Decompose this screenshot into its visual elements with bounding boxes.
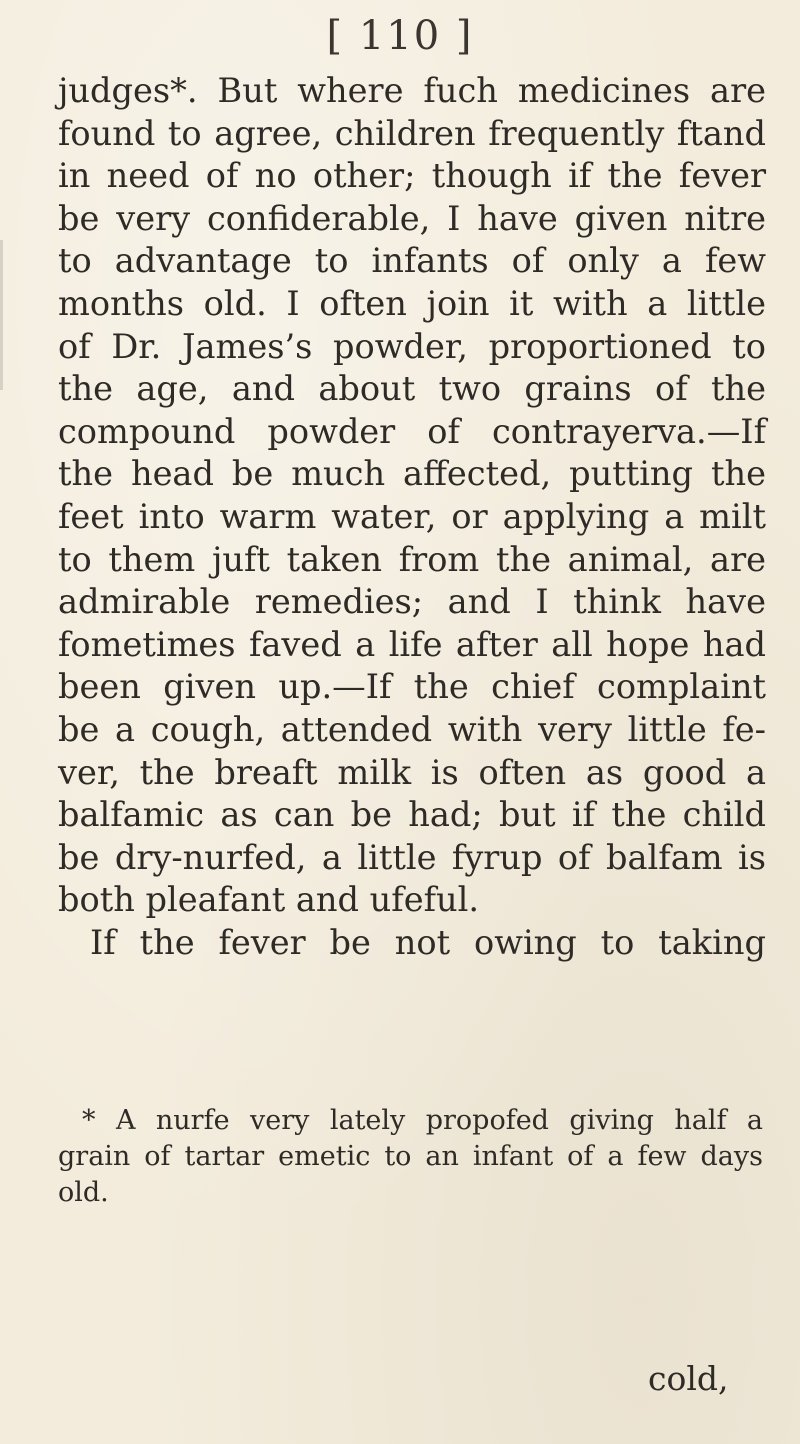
text-line: to advantage to infants of only a few [58, 241, 766, 281]
text-line: compound powder of contrayerva.—If [58, 411, 766, 451]
text-line: in need of no other; though if the fever [58, 156, 766, 196]
text-line: the head be much affected, putting the [58, 454, 766, 494]
footnote-line: * A nurfe very lately propofed giving half a [82, 1105, 763, 1136]
text-line: months old. I often join it with a little [58, 283, 766, 323]
text-line: be a cough, attended with very little fe- [58, 709, 766, 749]
text-line: the age, and about two grains of the [58, 369, 766, 409]
text-line: to them juft taken from the animal, are [58, 539, 766, 579]
text-line: been given up.—If the chief complaint [58, 667, 766, 707]
text-line: be dry-nurfed, a little fyrup of balfam is [58, 837, 766, 877]
text-line-paragraph-end: both pleafant and ufeful. [58, 880, 480, 920]
text-line: of Dr. James’s powder, proportioned to [58, 326, 766, 366]
text-line: fometimes faved a life after all hope had [58, 624, 766, 664]
page-edge-shadow [0, 240, 3, 390]
text-line: feet into warm water, or applying a milt [58, 496, 766, 536]
text-line: admirable remedies; and I think have [58, 582, 766, 622]
text-line: judges*. But where fuch medicines are [58, 71, 766, 110]
catchword: cold, [648, 1359, 729, 1398]
text-line-new-paragraph: If the fever be not owing to taking [90, 922, 766, 962]
main-text-block [58, 70, 766, 964]
text-line: ver, the breaft milk is often as good a [58, 752, 766, 792]
footnote-line: old. [58, 1177, 109, 1208]
text-line: balfamic as can be had; but if the child [58, 795, 766, 835]
text-line: found to agree, children frequently ftand [58, 113, 766, 153]
footnote-line: grain of tartar emetic to an infant of a few days [58, 1141, 763, 1172]
text-line: be very confiderable, I have given nitre [58, 198, 766, 238]
footnote-block [58, 1103, 763, 1211]
page-number-header: [ 110 ] [326, 13, 474, 59]
